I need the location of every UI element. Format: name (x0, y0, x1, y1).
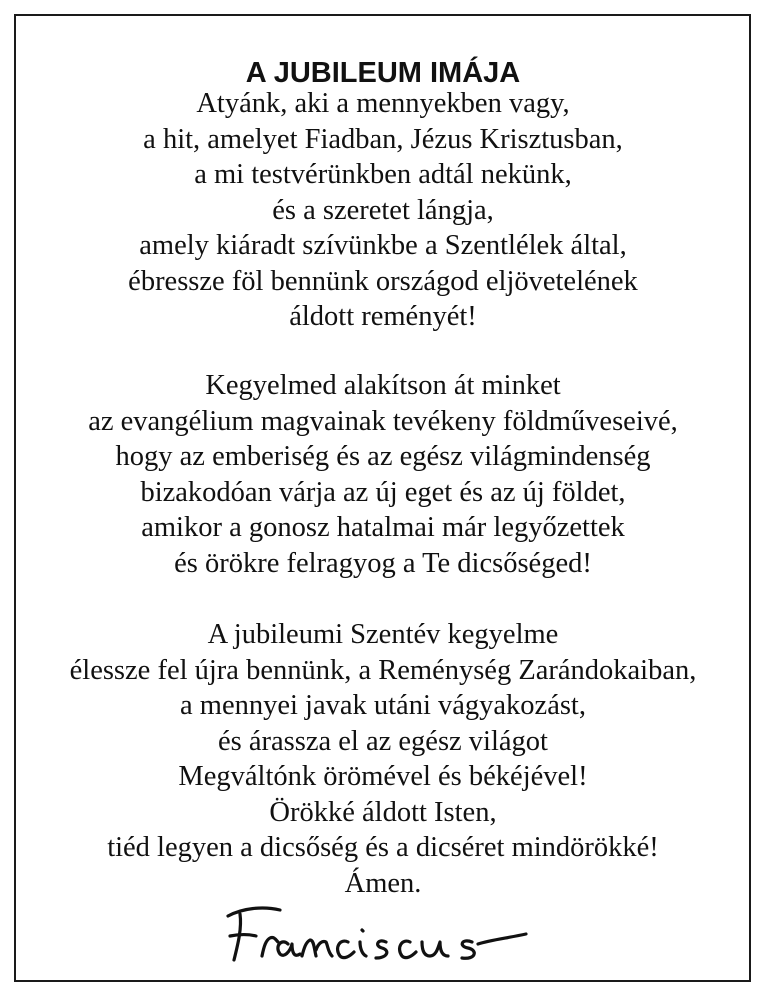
stanza-line: Megváltónk örömével és békéjével! (178, 761, 588, 792)
stanza-line: és örökre felragyog a Te dicsőséged! (174, 547, 592, 579)
handwritten-signature (218, 900, 548, 972)
stanza-line: és a szeretet lángja, (272, 194, 494, 226)
stanza-line: ébressze föl bennünk országod eljövetelének (128, 265, 638, 297)
stanza-line: amikor a gonosz hatalmai már legyőzettek (141, 512, 625, 543)
stanza-line: az evangélium magvainak tevékeny földműveseivé, (88, 405, 678, 437)
stanza-line: élessze fel újra bennünk, a Reménység Zarándokaiban, (69, 654, 697, 686)
prayer-title: A JUBILEUM IMÁJA (245, 57, 521, 89)
stanza-line: Ámen. (344, 867, 422, 899)
stanza-line: Atyánk, aki a mennyekben vagy, (196, 88, 570, 119)
stanza-3 (0, 617, 766, 901)
stanza-2 (0, 368, 766, 581)
stanza-line: hogy az emberiség és az egész világmindenség (115, 441, 651, 472)
stanza-line: amely kiáradt szívünkbe a Szentlélek által, (139, 230, 627, 261)
stanza-line: Kegyelmed alakítson át minket (205, 370, 561, 401)
stanza-line: áldott reményét! (289, 301, 477, 332)
stanza-line: a mennyei javak utáni vágyakozást, (180, 690, 586, 721)
stanza-line: A jubileumi Szentév kegyelme (207, 619, 559, 650)
stanza-line: tiéd legyen a dicsőség és a dicséret mindörökké! (107, 832, 659, 863)
stanza-1 (0, 86, 766, 335)
stanza-line: bizakodóan várja az új eget és az új földet, (140, 476, 626, 508)
stanza-line: a mi testvérünkben adtál nekünk, (194, 159, 572, 190)
stanza-line: a hit, amelyet Fiadban, Jézus Krisztusban, (143, 123, 623, 155)
stanza-line: és árassza el az egész világot (218, 725, 548, 757)
stanza-line: Örökké áldott Isten, (269, 796, 497, 828)
